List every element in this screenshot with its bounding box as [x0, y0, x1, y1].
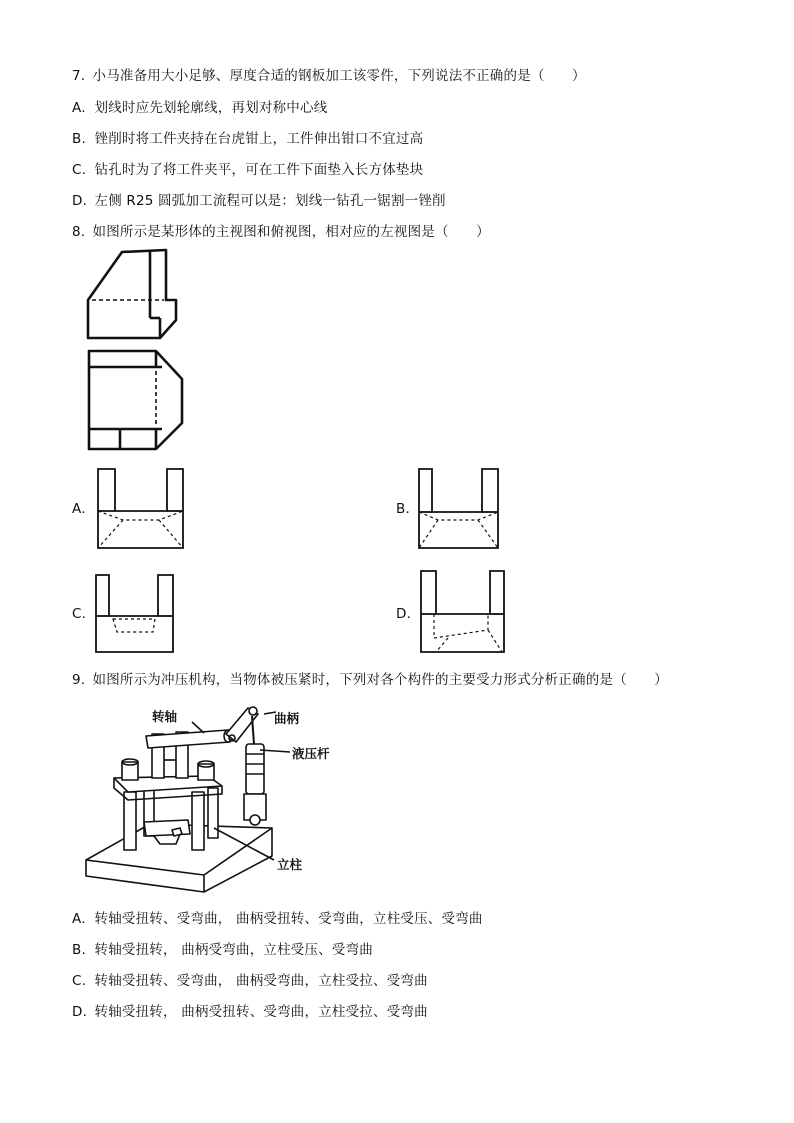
q8-choice-b-label[interactable]: B. [396, 501, 410, 517]
q7-number: 7. [72, 68, 86, 84]
q7-option-d-letter: D. [72, 193, 88, 209]
q7-option-b-text: 锉削时将工件夹持在台虎钳上，工件伸出钳口不宜过高 [94, 131, 424, 147]
q9-option-b-text: 转轴受扭转， 曲柄受弯曲，立柱受压、受弯曲 [94, 942, 373, 958]
q8-stem-text: 如图所示是某形体的主视图和俯视图，相对应的左视图是（ ） [92, 224, 490, 240]
q9-option-d[interactable] [72, 1003, 428, 1021]
q7-option-a[interactable] [72, 99, 327, 117]
q9-option-b[interactable] [72, 941, 373, 959]
q7-stem [72, 67, 586, 85]
q7-option-d-text: 左侧 R25 圆弧加工流程可以是：划线一钻孔一锯割一锉削 [94, 193, 446, 209]
q8-front-view [84, 248, 184, 342]
q8-choice-b-figure[interactable] [416, 466, 502, 552]
q7-option-b-letter: B. [72, 131, 86, 147]
q9-option-d-letter: D. [72, 1004, 88, 1020]
q9-option-b-letter: B. [72, 942, 86, 958]
q9-option-a-text: 转轴受扭转、受弯曲， 曲柄受扭转、受弯曲，立柱受压、受弯曲 [94, 911, 483, 927]
q9-label-shaft: 转轴 [152, 709, 178, 724]
q7-option-c[interactable] [72, 161, 423, 179]
q8-choice-a-figure[interactable] [95, 466, 187, 552]
q8-top-view [84, 347, 188, 453]
q7-option-b[interactable] [72, 130, 423, 148]
q8-choice-c-label[interactable]: C. [72, 606, 87, 622]
q7-option-c-letter: C. [72, 162, 87, 178]
q9-label-hydraulic-rod: 液压杆 [292, 746, 330, 761]
q9-option-a-letter: A. [72, 911, 86, 927]
q9-option-c-text: 转轴受扭转、受弯曲， 曲柄受弯曲，立柱受拉、受弯曲 [94, 973, 428, 989]
q8-choice-c-figure[interactable] [93, 572, 179, 656]
q9-option-d-text: 转轴受扭转， 曲柄受扭转、受弯曲，立柱受拉、受弯曲 [94, 1004, 428, 1020]
q9-option-c[interactable] [72, 972, 428, 990]
q7-option-a-letter: A. [72, 100, 86, 116]
q9-label-crank: 曲柄 [274, 711, 300, 726]
q8-number: 8. [72, 224, 86, 240]
q9-label-column: 立柱 [277, 857, 303, 872]
q7-option-a-text: 划线时应先划轮廓线，再划对称中心线 [94, 100, 328, 116]
q9-option-a[interactable] [72, 910, 483, 928]
q8-choice-a-label[interactable]: A. [72, 501, 86, 517]
q7-stem-text: 小马准备用大小足够、厚度合适的钢板加工该零件，下列说法不正确的是（ ） [92, 68, 586, 84]
q9-number: 9. [72, 672, 86, 688]
q8-choice-d-figure[interactable] [418, 568, 508, 656]
q9-stem-text: 如图所示为冲压机构，当物体被压紧时，下列对各个构件的主要受力形式分析正确的是（ ） [92, 672, 668, 688]
q8-choice-d-label[interactable]: D. [396, 606, 412, 622]
q9-stem [72, 671, 668, 689]
q7-option-d[interactable] [72, 192, 446, 210]
q9-option-c-letter: C. [72, 973, 87, 989]
q7-option-c-text: 钻孔时为了将工件夹平，可在工件下面垫入长方体垫块 [94, 162, 424, 178]
q8-stem [72, 223, 490, 241]
